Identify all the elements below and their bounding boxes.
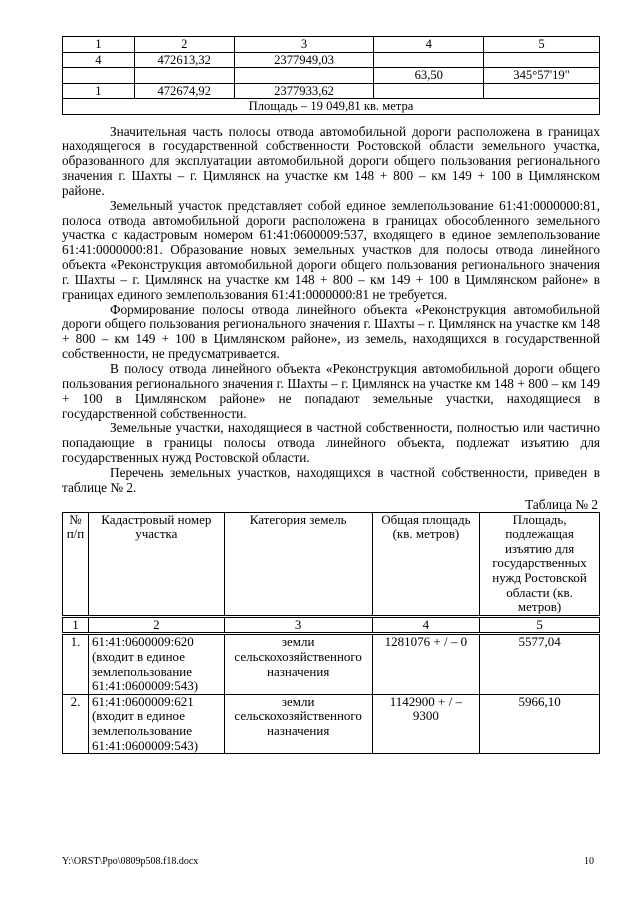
table-cell: 2377933,62 <box>234 83 374 99</box>
header-cell: 3 <box>234 37 374 53</box>
table-cell <box>234 68 374 84</box>
column-number: 3 <box>224 616 372 634</box>
paragraph: Формирование полосы отвода линейного объекта «Реконструкция автомобильной дороги общего пользования регионального значения г. Шахты – г. Цимлянск на участке км 148 + 800 – км 149 + 100 в Цимлянском районе», из земель, находящихся в государственной собственности, не предусматривается. <box>62 301 600 362</box>
seized-area: 5966,10 <box>480 694 600 753</box>
header-cell: Общая площадь (кв. метров) <box>372 512 480 616</box>
table-row <box>63 52 600 68</box>
table-cell: 63,50 <box>374 68 484 84</box>
header-cell: Кадастровый номер участка <box>88 512 224 616</box>
header-cell: 4 <box>374 37 484 53</box>
header-cell: 5 <box>484 37 600 53</box>
header-cell: Категория земель <box>224 512 372 616</box>
land-category: земли сельскохозяйственного назначения <box>224 634 372 694</box>
paragraph: Значительная часть полосы отвода автомобильной дороги расположена в границах находящегося в государственной собственности Ростовской области земельного участка, образованного для эксплуатации автомобильной дороги общего пользования регионального значения г. Шахты – г. Цимлянск на участке км 148 + 800 – км 149 + 100 в Цимлянском районе. <box>62 123 600 198</box>
column-numbers-row <box>63 616 600 634</box>
paragraph: Земельный участок представляет собой единое землепользование 61:41:0000000:81, полоса отвода автомобильной дороги расположена в границах обособленного земельного участка с кадастровым номером 61:41:0600009:537, входящего в единое землепользование 61:41:0000000:81. Образование новых земельных участков для полосы отвода линейного объекта «Реконструкция автомобильной дороги общего пользования регионального значения г. Шахты – г. Цимлянск на участке км 148 + 800 – км 149 + 100 в Цимлянском районе» в границах единого землепользования 61:41:0000000:81 не требуется. <box>62 197 600 302</box>
cadastral-number: 61:41:0600009:620 (входит в единое землепользование 61:41:0600009:543) <box>88 634 224 694</box>
table-row <box>63 694 600 753</box>
header-cell: 2 <box>134 37 234 53</box>
column-number: 2 <box>88 616 224 634</box>
table-row <box>63 99 600 115</box>
column-number: 5 <box>480 616 600 634</box>
total-area: 1281076 + / – 0 <box>372 634 480 694</box>
table-cell <box>374 52 484 68</box>
table-cell: 472674,92 <box>134 83 234 99</box>
paragraph: В полосу отвода линейного объекта «Реконструкция автомобильной дороги общего пользования регионального значения г. Шахты – г. Цимлянск на участке км 148 + 800 – км 149 + 100 в Цимлянском районе» не попадают земельные участки, находящиеся в государственной собственности. <box>62 361 600 421</box>
area-total: Площадь – 19 049,81 кв. метра <box>63 99 600 115</box>
paragraph: Перечень земельных участков, находящихся в частной собственности, приведен в таблице № 2. <box>62 464 600 495</box>
cadastral-number: 61:41:0600009:621 (входит в единое землепользование 61:41:0600009:543) <box>88 694 224 753</box>
table-row <box>63 68 600 84</box>
table-row <box>63 634 600 694</box>
header-cell: № п/п <box>63 512 89 616</box>
row-number: 2. <box>63 694 89 753</box>
coordinates-table <box>62 36 600 115</box>
table-header-row <box>63 512 600 616</box>
table-cell <box>134 68 234 84</box>
table-cell <box>374 83 484 99</box>
table-cell: 472613,32 <box>134 52 234 68</box>
body-text <box>62 125 600 496</box>
footer-file-path: Y:\ORST\Ppo\0809p508.f18.docx <box>62 856 199 867</box>
seized-area: 5577,04 <box>480 634 600 694</box>
table-header-row <box>63 37 600 53</box>
paragraph: Земельные участки, находящиеся в частной собственности, полностью или частично попадающие в границы полосы отвода линейного объекта, подлежат изъятию для государственных нужд Ростовской области. <box>62 420 600 466</box>
land-plots-table <box>62 512 600 755</box>
table-row <box>63 83 600 99</box>
table-cell: 1 <box>63 83 135 99</box>
page-number: 10 <box>584 856 594 867</box>
table-caption: Таблица № 2 <box>525 496 598 512</box>
header-cell: 1 <box>63 37 135 53</box>
document-page <box>62 36 600 754</box>
table-cell <box>484 52 600 68</box>
total-area: 1142900 + / – 9300 <box>372 694 480 753</box>
table-cell <box>63 68 135 84</box>
header-cell: Площадь, подлежащая изъятию для государственных нужд Ростовской области (кв. метров) <box>480 512 600 616</box>
table-cell: 4 <box>63 52 135 68</box>
column-number: 4 <box>372 616 480 634</box>
row-number: 1. <box>63 634 89 694</box>
column-number: 1 <box>63 616 89 634</box>
table-cell: 2377949,03 <box>234 52 374 68</box>
table-cell <box>484 83 600 99</box>
land-category: земли сельскохозяйственного назначения <box>224 694 372 753</box>
table-cell: 345°57'19" <box>484 68 600 84</box>
